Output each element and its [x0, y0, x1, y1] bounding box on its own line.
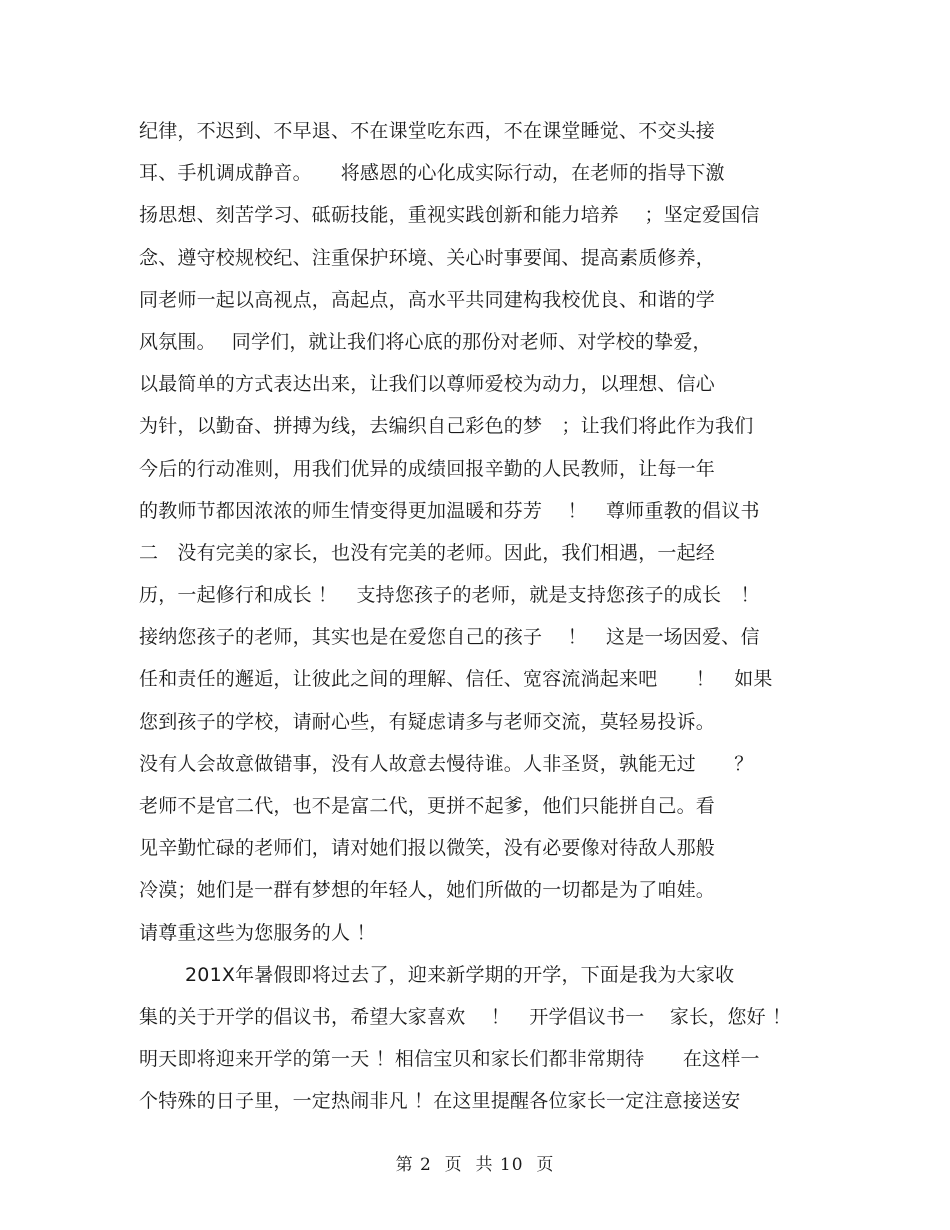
text-line: 明天即将迎来开学的第一天 ！相信宝贝和家长们都非常期待 在这样一	[139, 1048, 760, 1071]
text-line: 风氛围。 同学们，就让我们将心底的那份对老师、对学校的挚爱，	[139, 330, 712, 353]
page-number-footer: 第 2 页 共 10 页	[395, 1155, 555, 1175]
paragraph-start-line: 201X年暑假即将过去了，迎来新学期的开学，下面是我为大家收	[185, 963, 735, 986]
body-text	[139, 110, 839, 1123]
text-line: 请尊重这些为您服务的人 ！	[139, 921, 376, 944]
text-line: 耳、手机调成静音。 将感恩的心化成实际行动，在老师的指导下激	[139, 162, 725, 185]
text-line: 没有人会故意做错事，没有人故意去慢待谁。人非圣贤，孰能无过 ？	[139, 752, 754, 775]
text-line: 冷漠；她们是一群有梦想的年轻人，她们所做的一切都是为了咱娃。	[139, 879, 716, 902]
text-line: 为针，以勤奋、拼搏为线，去编织自己彩色的梦 ；让我们将此作为我们	[139, 415, 754, 438]
text-line: 念、遵守校规校纪、注重保护环境、关心时事要闻、提高素质修养，	[139, 246, 716, 269]
text-line: 扬思想、刻苦学习、砥砺技能，重视实践创新和能力培养 ；坚定爱国信	[139, 204, 760, 227]
text-line: 同老师一起以高视点，高起点，高水平共同建构我校优良、和谐的学	[139, 288, 716, 311]
text-line: 接纳您孩子的老师，其实也是在爱您自己的孩子 ！ 这是一场因爱、信	[139, 626, 760, 649]
text-line: 纪律，不迟到、不早退、不在课堂吃东西，不在课堂睡觉、不交头接	[139, 120, 716, 142]
text-line: 以最简单的方式表达出来，让我们以尊师爱校为动力，以理想、信心	[139, 373, 716, 396]
text-line: 您到孩子的学校，请耐心些，有疑虑请多与老师交流，莫轻易投诉。	[139, 710, 716, 733]
text-line: 二 没有完美的家长，也没有完美的老师。因此，我们相遇，一起经	[139, 541, 716, 564]
text-line: 任和责任的邂逅，让彼此之间的理解、信任、宽容流淌起来吧 ！ 如果	[139, 668, 773, 691]
text-line: 老师不是官二代，也不是富二代，更拼不起爹，他们只能拼自己。看	[139, 795, 716, 817]
text-line: 集的关于开学的倡议书，希望大家喜欢 ！ 开学倡议书一 家长，您好 ！	[139, 1005, 792, 1028]
text-line: 的教师节都因浓浓的师生情变得更加温暖和芬芳 ！ 尊师重教的倡议书	[139, 499, 760, 522]
text-line: 历，一起修行和成长 ！ 支持您孩子的老师，就是支持您孩子的成长 ！	[139, 584, 760, 607]
text-line: 见辛勤忙碌的老师们，请对她们报以微笑，没有必要像对待敌人那般	[139, 837, 716, 860]
text-line: 个特殊的日子里，一定热闹非凡 ！在这里提醒各位家长一定注意接送安	[139, 1090, 741, 1113]
text-line: 今后的行动准则，用我们优异的成绩回报辛勤的人民教师，让每一年	[139, 457, 716, 480]
